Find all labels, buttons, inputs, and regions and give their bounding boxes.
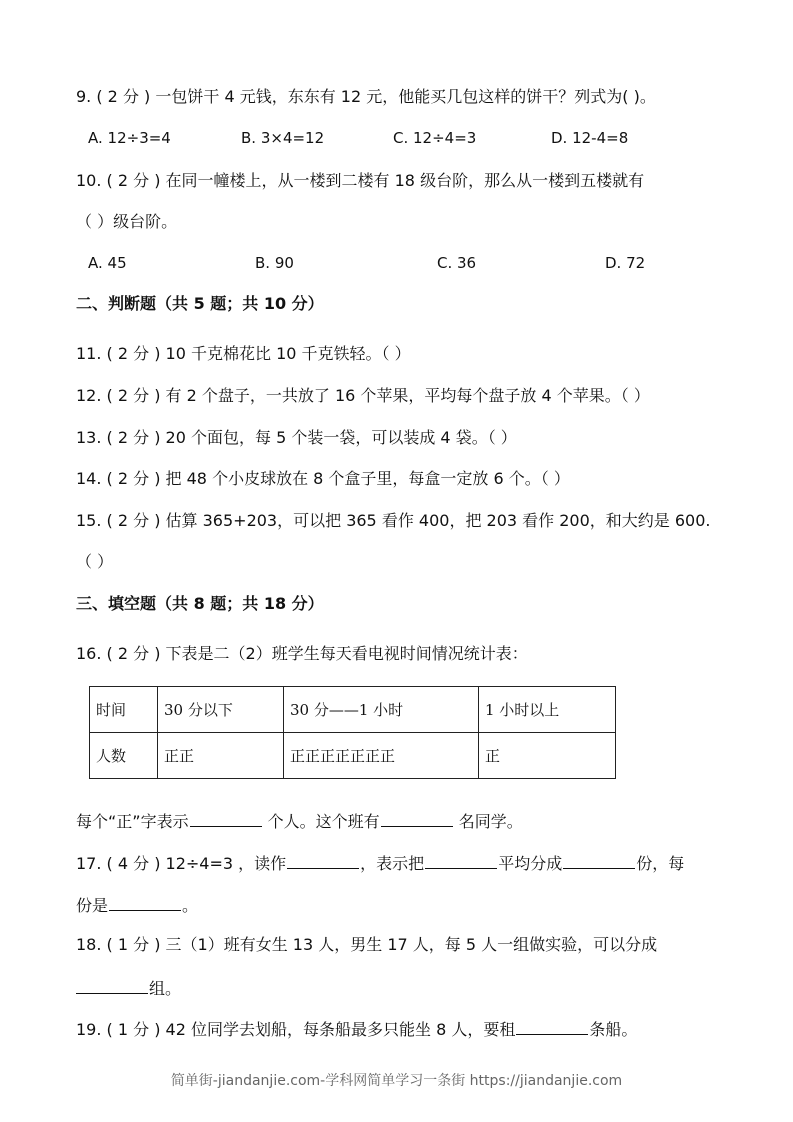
answer-blank[interactable] (381, 810, 453, 827)
footer-watermark: 简单街-jiandanjie.com-学科网简单学习一条街 https://jiandanjie.com (170, 1073, 623, 1089)
answer-blank[interactable] (516, 1018, 588, 1035)
question-18-text-cont (76, 977, 181, 999)
option-c: C. 12÷4=3 (393, 129, 477, 147)
question-16-follow (76, 810, 523, 832)
table-cell: 时间 (90, 687, 158, 733)
option-d: D. 12-4=8 (551, 129, 629, 147)
question-12-text: 12. ( 2 分 ) 有 2 个盘子，一共放了 16 个苹果，平均每个盘子放 4 个苹果。（ ） (76, 386, 650, 405)
table-cell: 30 分以下 (158, 687, 284, 733)
question-9-text: 9. ( 2 分 ) 一包饼干 4 元钱，东东有 12 元，他能买几包这样的饼干？列式为( )。 (76, 87, 656, 106)
text-segment: 17. ( 4 分 ) 12÷4=3 ，读作 (76, 854, 287, 873)
question-13-text: 13. ( 2 分 ) 20 个面包，每 5 个装一袋，可以装成 4 袋。（ ） (76, 428, 517, 447)
question-10-text-cont: （ ）级台阶。 (76, 212, 178, 231)
question-17-text (76, 852, 684, 874)
option-b: B. 90 (255, 254, 294, 272)
answer-blank[interactable] (287, 852, 359, 869)
table-cell: 正 (479, 733, 616, 779)
text-segment: 个人。这个班有 (262, 812, 380, 831)
table-row (90, 733, 616, 779)
text-segment: 。 (182, 896, 199, 915)
text-segment: 条船。 (589, 1020, 638, 1039)
tv-time-table (89, 686, 616, 779)
table-cell: 1 小时以上 (479, 687, 616, 733)
option-c: C. 36 (437, 254, 477, 272)
option-a: A. 12÷3=4 (88, 129, 171, 147)
text-segment: 名同学。 (453, 812, 523, 831)
answer-blank[interactable] (109, 894, 181, 911)
question-16-text: 16. ( 2 分 ) 下表是二（2）班学生每天看电视时间情况统计表： (76, 644, 528, 663)
option-d: D. 72 (605, 254, 646, 272)
question-11-text: 11. ( 2 分 ) 10 千克棉花比 10 千克铁轻。（ ） (76, 344, 411, 363)
table-cell: 30 分——1 小时 (284, 687, 479, 733)
text-segment: 份，每 (636, 854, 685, 873)
question-15-text-cont: （ ） (76, 552, 114, 571)
table-cell: 正正正正正正正 (284, 733, 479, 779)
text-segment: 平均分成 (498, 854, 563, 873)
question-15-text: 15. ( 2 分 ) 估算 365+203，可以把 365 看作 400，把 203 看作 200，和大约是 600. (76, 511, 711, 530)
answer-blank[interactable] (190, 810, 262, 827)
question-10-text: 10. ( 2 分 ) 在同一幢楼上，从一楼到二楼有 18 级台阶，那么从一楼到五楼就有 (76, 171, 645, 190)
question-18-text: 18. ( 1 分 ) 三（1）班有女生 13 人，男生 17 人，每 5 人一组做实验，可以分成 (76, 935, 658, 954)
text-segment: 份是 (76, 896, 109, 915)
option-a: A. 45 (88, 254, 127, 272)
question-14-text: 14. ( 2 分 ) 把 48 个小皮球放在 8 个盒子里，每盒一定放 6 个。（ ） (76, 469, 570, 488)
text-segment: 19. ( 1 分 ) 42 位同学去划船，每条船最多只能坐 8 人，要租 (76, 1020, 516, 1039)
section-3-title: 三、填空题（共 8 题；共 18 分） (76, 594, 324, 613)
section-2-title: 二、判断题（共 5 题；共 10 分） (76, 294, 324, 313)
table-cell: 人数 (90, 733, 158, 779)
table-row (90, 687, 616, 733)
text-segment: ，表示把 (360, 854, 425, 873)
text-segment: 每个“正”字表示 (76, 812, 189, 831)
answer-blank[interactable] (76, 977, 148, 994)
text-segment: 组。 (149, 979, 182, 998)
table-cell: 正正 (158, 733, 284, 779)
option-b: B. 3×4=12 (241, 129, 325, 147)
answer-blank[interactable] (563, 852, 635, 869)
answer-blank[interactable] (425, 852, 497, 869)
question-19-text (76, 1018, 637, 1040)
question-17-text-cont (76, 894, 198, 916)
